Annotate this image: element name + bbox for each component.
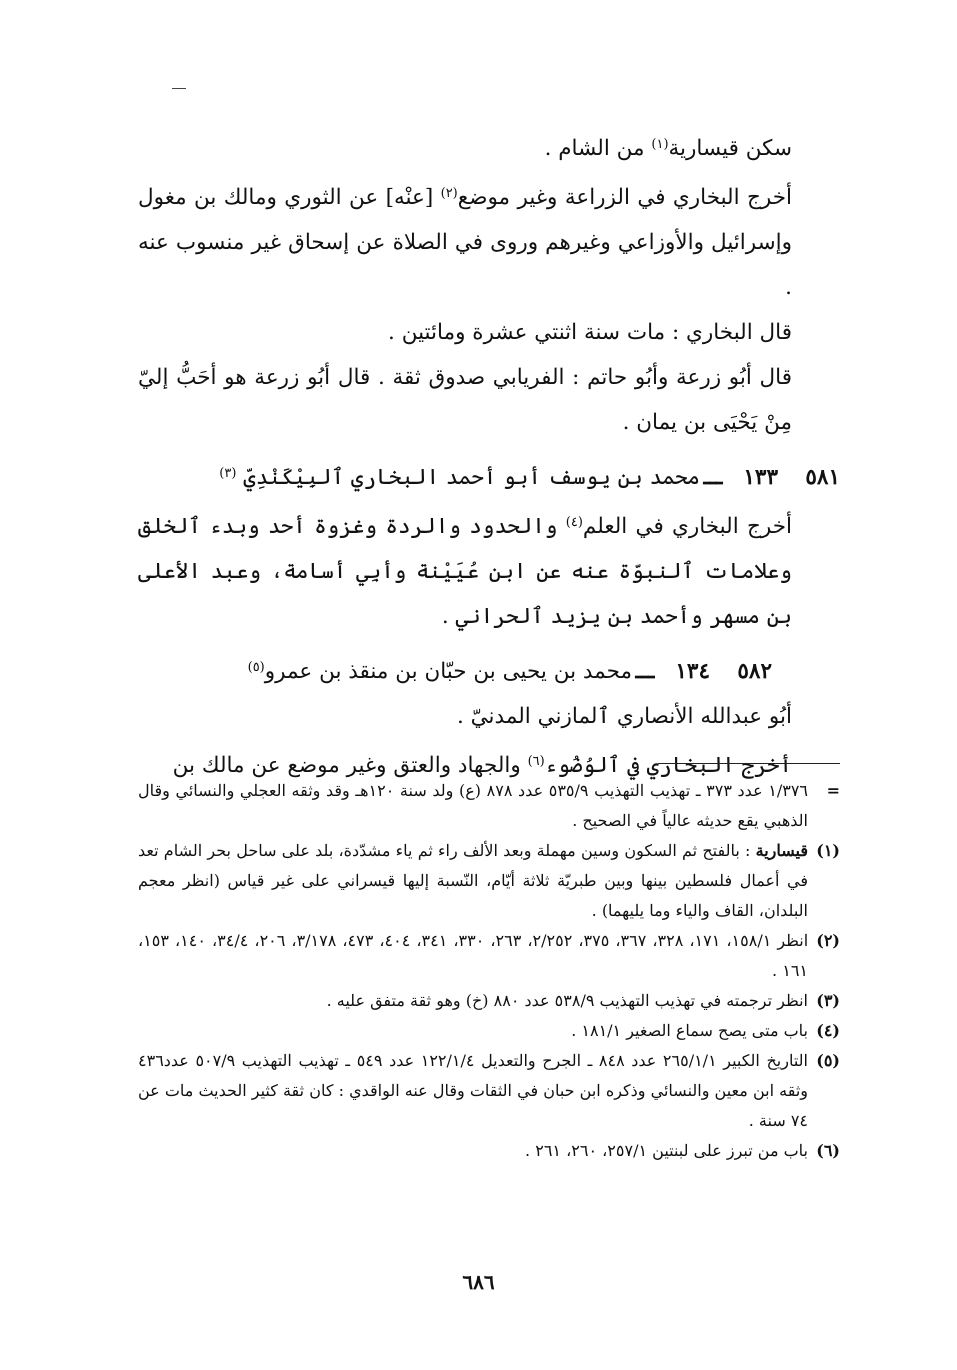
text-run: سكن قيسارية <box>668 136 792 161</box>
footnote-text: ١/٣٧٦ عدد ٣٧٣ ـ تهذيب التهذيب ٥٣٥/٩ عدد ٨٧٨ (ع) ولد سنة ١٢٠هـ وقد وثقه العجلي والنسائي وقال الذهبي يقع حديثه عالياً في الصحيح . <box>138 781 808 830</box>
footnote-item <box>138 986 840 1016</box>
text-run: [عنْه] عن الثوري ومالك بن مغول وإسرائيل والأوزاعي وغيرهم وروى في الصلاة عن إسحاق غير منسوب عنه . <box>138 185 792 300</box>
text-run: : بالفتح ثم السكون وسين مهملة وبعد الألف راء ثم ياء مشدّدة، بلد على ساحل بحر الشام تعد في أعمال فلسطين بينها وبين طبريّة ثلاثة أيّام، النّسبة إليها قيسراني على غير قياس (انظر معجم البلدان، القاف والياء وما يليهما) . <box>138 841 808 920</box>
text-run: أخرج البخاري في العلم <box>582 514 792 539</box>
footnote-text <box>138 836 808 926</box>
text-run: أخرج البخاري في الزراعة وغير موضع <box>457 185 792 210</box>
entry-title <box>219 451 700 500</box>
entry-number: ٥٨١ <box>805 465 840 490</box>
footnote-mark: (٢) <box>816 931 840 950</box>
footnote-item <box>138 926 840 986</box>
paragraph-entry1-narrations <box>138 500 840 639</box>
top-mark <box>172 88 186 89</box>
footnote-text: باب متى يصح سماع الصغير ١٨١/١ . <box>571 1021 808 1040</box>
text-run: والحدود والردة وغزوة أحد وبدء ٱلخلق وعلامات ٱلنبوّة عنه عن ابن عُيَيْنة وأبِي أسامة، وعبد الأعلى بن مسهر وأحمد بن يزيد ٱلحراني . <box>138 514 792 629</box>
footnote-ref[interactable]: (١) <box>651 137 669 152</box>
footnote-mark: (٤) <box>816 1021 840 1040</box>
footnote-item <box>138 836 840 926</box>
entry-heading-582 <box>138 645 840 694</box>
footnote-term: قيسارية <box>755 841 808 860</box>
entry-subnumber: ١٣٣ <box>743 465 778 490</box>
footnote-item <box>138 1046 840 1136</box>
footnote-continuation <box>138 776 840 836</box>
footnote-ref[interactable]: (٥) <box>247 660 265 675</box>
footnote-text: انظر ترجمته في تهذيب التهذيب ٥٣٨/٩ عدد ٨٨٠ (خ) وهو ثقة متفق عليه . <box>326 991 808 1010</box>
text-run: أخرج البخاري في ٱلوُضُوء <box>544 753 792 778</box>
paragraph-narrations <box>138 171 840 310</box>
footnote-ref[interactable]: (٦) <box>527 754 545 769</box>
footnote-mark: (١) <box>816 841 840 860</box>
entry-subnumber: ١٣٤ <box>675 659 710 684</box>
text-run: والجهاد والعتق وغير موضع عن مالك بن <box>172 753 528 778</box>
footnote-text: انظر ١٥٨/١، ١٧١، ٣٢٨، ٣٦٧، ٣٧٥، ٢/٢٥٢، ٢٦٣، ٣٣٠، ٣٤١، ٤٠٤، ٤٧٣، ٣/١٧٨، ٢٠٦، ٣٤/٤، ١٤٠، ١٥٣، ١٦١ . <box>138 931 809 980</box>
text-run: محمد بن يوسف أبو أحمد البخاري ٱلبِيْكَنْدِيّ <box>243 465 700 490</box>
footnote-mark: (٥) <box>816 1051 840 1070</box>
paragraph-entry2-kunya: أبُو عبدالله الأنصاري ٱلمازني المدنيّ . <box>456 704 792 729</box>
entry-title <box>248 645 632 694</box>
paragraph-death: قال البخاري : مات سنة اثنتي عشرة ومائتين . <box>388 320 792 345</box>
footnote-item <box>138 1016 840 1046</box>
footnote-mark: (٦) <box>816 1141 840 1160</box>
footnote-mark: = <box>826 781 840 800</box>
page-number: ٦٨٦ <box>462 1270 495 1294</box>
entry-dash: ـــ <box>635 659 655 684</box>
footnote-text: التاريخ الكبير ٢٦٥/١/١ عدد ٨٤٨ ـ الجرح والتعديل ١٢٢/١/٤ عدد ٥٤٩ ـ تهذيب التهذيب ٥٠٧/٩ عدد٤٣٦ وثقه ابن معين والنسائي وذكره ابن حبان في الثقات وقال عنه الواقدي : كان ثقة كثير الحديث مات عن ٧٤ سنة . <box>138 1051 808 1130</box>
text-run: من الشام . <box>544 136 652 161</box>
footnote-item <box>138 1136 840 1166</box>
footnote-ref[interactable]: (٢) <box>440 186 458 201</box>
footnote-ref[interactable]: (٣) <box>219 466 237 481</box>
footnote-mark: (٣) <box>816 991 840 1010</box>
entry-dash: ـــ <box>703 465 723 490</box>
entry-number: ٥٨٢ <box>737 659 772 684</box>
paragraph-grading: قال أبُو زرعة وأبُو حاتم : الفريابي صدوق ثقة . قال أبُو زرعة هو أحَبُّ إليّ مِنْ يَحْيَى بن يمان . <box>138 365 792 435</box>
text-run: محمد بن يحيى بن حبّان بن منقذ بن عمرو <box>264 659 632 684</box>
footnote-ref[interactable]: (٤) <box>565 515 583 530</box>
footnote-separator <box>658 763 840 764</box>
paragraph-residence <box>138 122 840 171</box>
main-text <box>138 122 840 788</box>
footnote-text: باب من تبرز على لبنتين ٢٥٧/١، ٢٦٠، ٢٦١ . <box>525 1141 808 1160</box>
footnotes <box>138 776 840 1166</box>
entry-heading-581 <box>138 451 840 500</box>
